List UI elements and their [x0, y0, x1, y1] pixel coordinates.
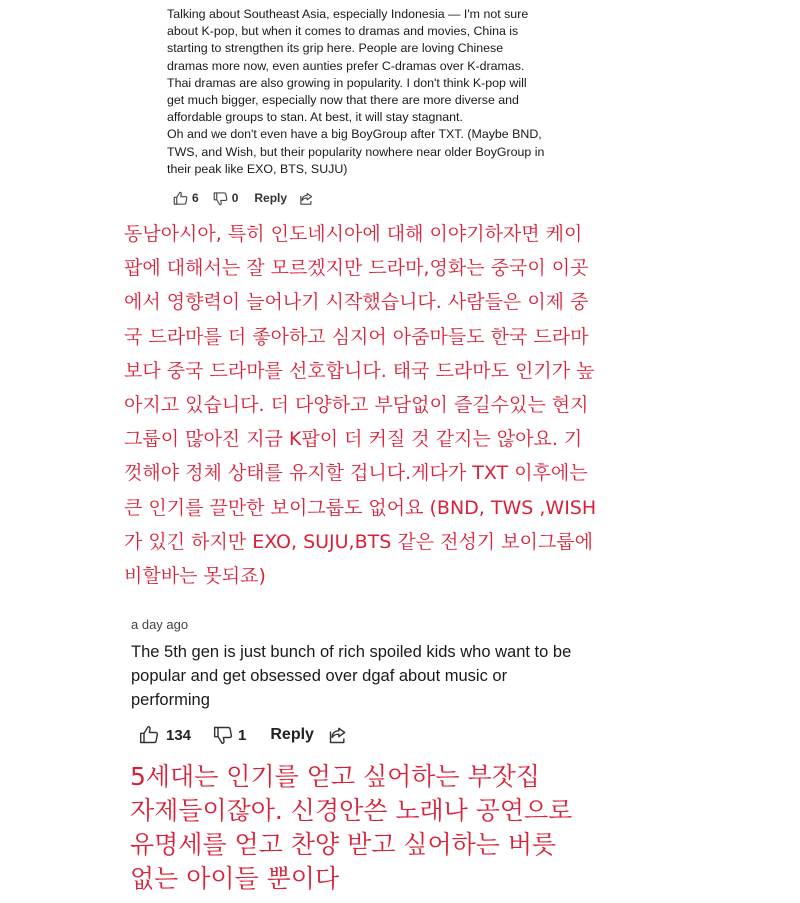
comment-1-text: Talking about Southeast Asia, especially Indonesia — I'm not sure about K-pop, but when it comes to dramas and movies, China is starting to strengthen its grip here. People are loving Chinese dramas more now, even aunties prefer C-dramas over K-dramas. Thai dramas are also growing in popularity. I don't think K-pop will get much bigger, especially now that there are more diverse and affordable groups to stan. At best, it will stay stagnant. Oh and we don't even have a big BoyGroup after TXT. (Maybe BND, TWS, and Wish, but their popularity nowhere near older BoyGroup in their peak like EXO, BTS, SUJU) [167, 7, 545, 176]
share-icon[interactable] [328, 725, 348, 745]
thumbs-up-icon[interactable] [139, 725, 159, 745]
like-count: 6 [192, 191, 199, 206]
share-icon[interactable] [299, 191, 314, 206]
thumbs-up-icon[interactable] [173, 191, 188, 206]
like-count: 134 [166, 726, 192, 744]
thumbs-down-icon[interactable] [213, 191, 228, 206]
thumbs-down-icon[interactable] [213, 725, 233, 745]
dislike-count: 1 [238, 726, 247, 744]
comment-2-actions [131, 722, 651, 748]
translation-2: 5세대는 인기를 얻고 싶어하는 부잣집 자제들이잖아. 신경안쓴 노래나 공연으로 유명세를 얻고 찬양 받고 싶어하는 버릇 없는 아이들 뿐이다 [130, 762, 573, 893]
reply-button[interactable]: Reply [270, 726, 314, 743]
comment-1 [167, 6, 567, 208]
comment-2 [131, 617, 651, 748]
comment-1-actions [167, 188, 567, 208]
dislike-count: 0 [231, 191, 239, 206]
reply-button[interactable]: Reply [254, 191, 288, 206]
comment-2-timestamp: a day ago [131, 617, 189, 632]
comment-2-text: The 5th gen is just bunch of rich spoiled kids who want to be popular and get obsessed over dgaf about music or performing [131, 643, 572, 709]
translation-1: 동남아시아, 특히 인도네시아에 대해 이야기하자면 케이 팝에 대해서는 잘 모르겠지만 드라마,영화는 중국이 이곳 에서 영향력이 늘어나기 시작했습니다. 사람들은 이제 중 국 드라마를 더 좋아하고 심지어 아줌마들도 한국 드라마 보다 중국 드라마를 선호합니다. 태국 드라마도 인기가 높 아지고 있습니다. 더 다양하고 부담없이 즐길수있는 현지 그룹이 많아진 지금 K팝이 더 커질 것 같지는 않아요. 기 껏해야 정체 상태를 유지할 겁니다.게다가 TXT 이후에는 큰 인기를 끌만한 보이그룹도 없어요 (BND, TWS ,WISH 가 있긴 하지만 EXO, SUJU,BTS 같은 전성기 보이그룹에 비할바는 못되죠) [124, 223, 597, 588]
